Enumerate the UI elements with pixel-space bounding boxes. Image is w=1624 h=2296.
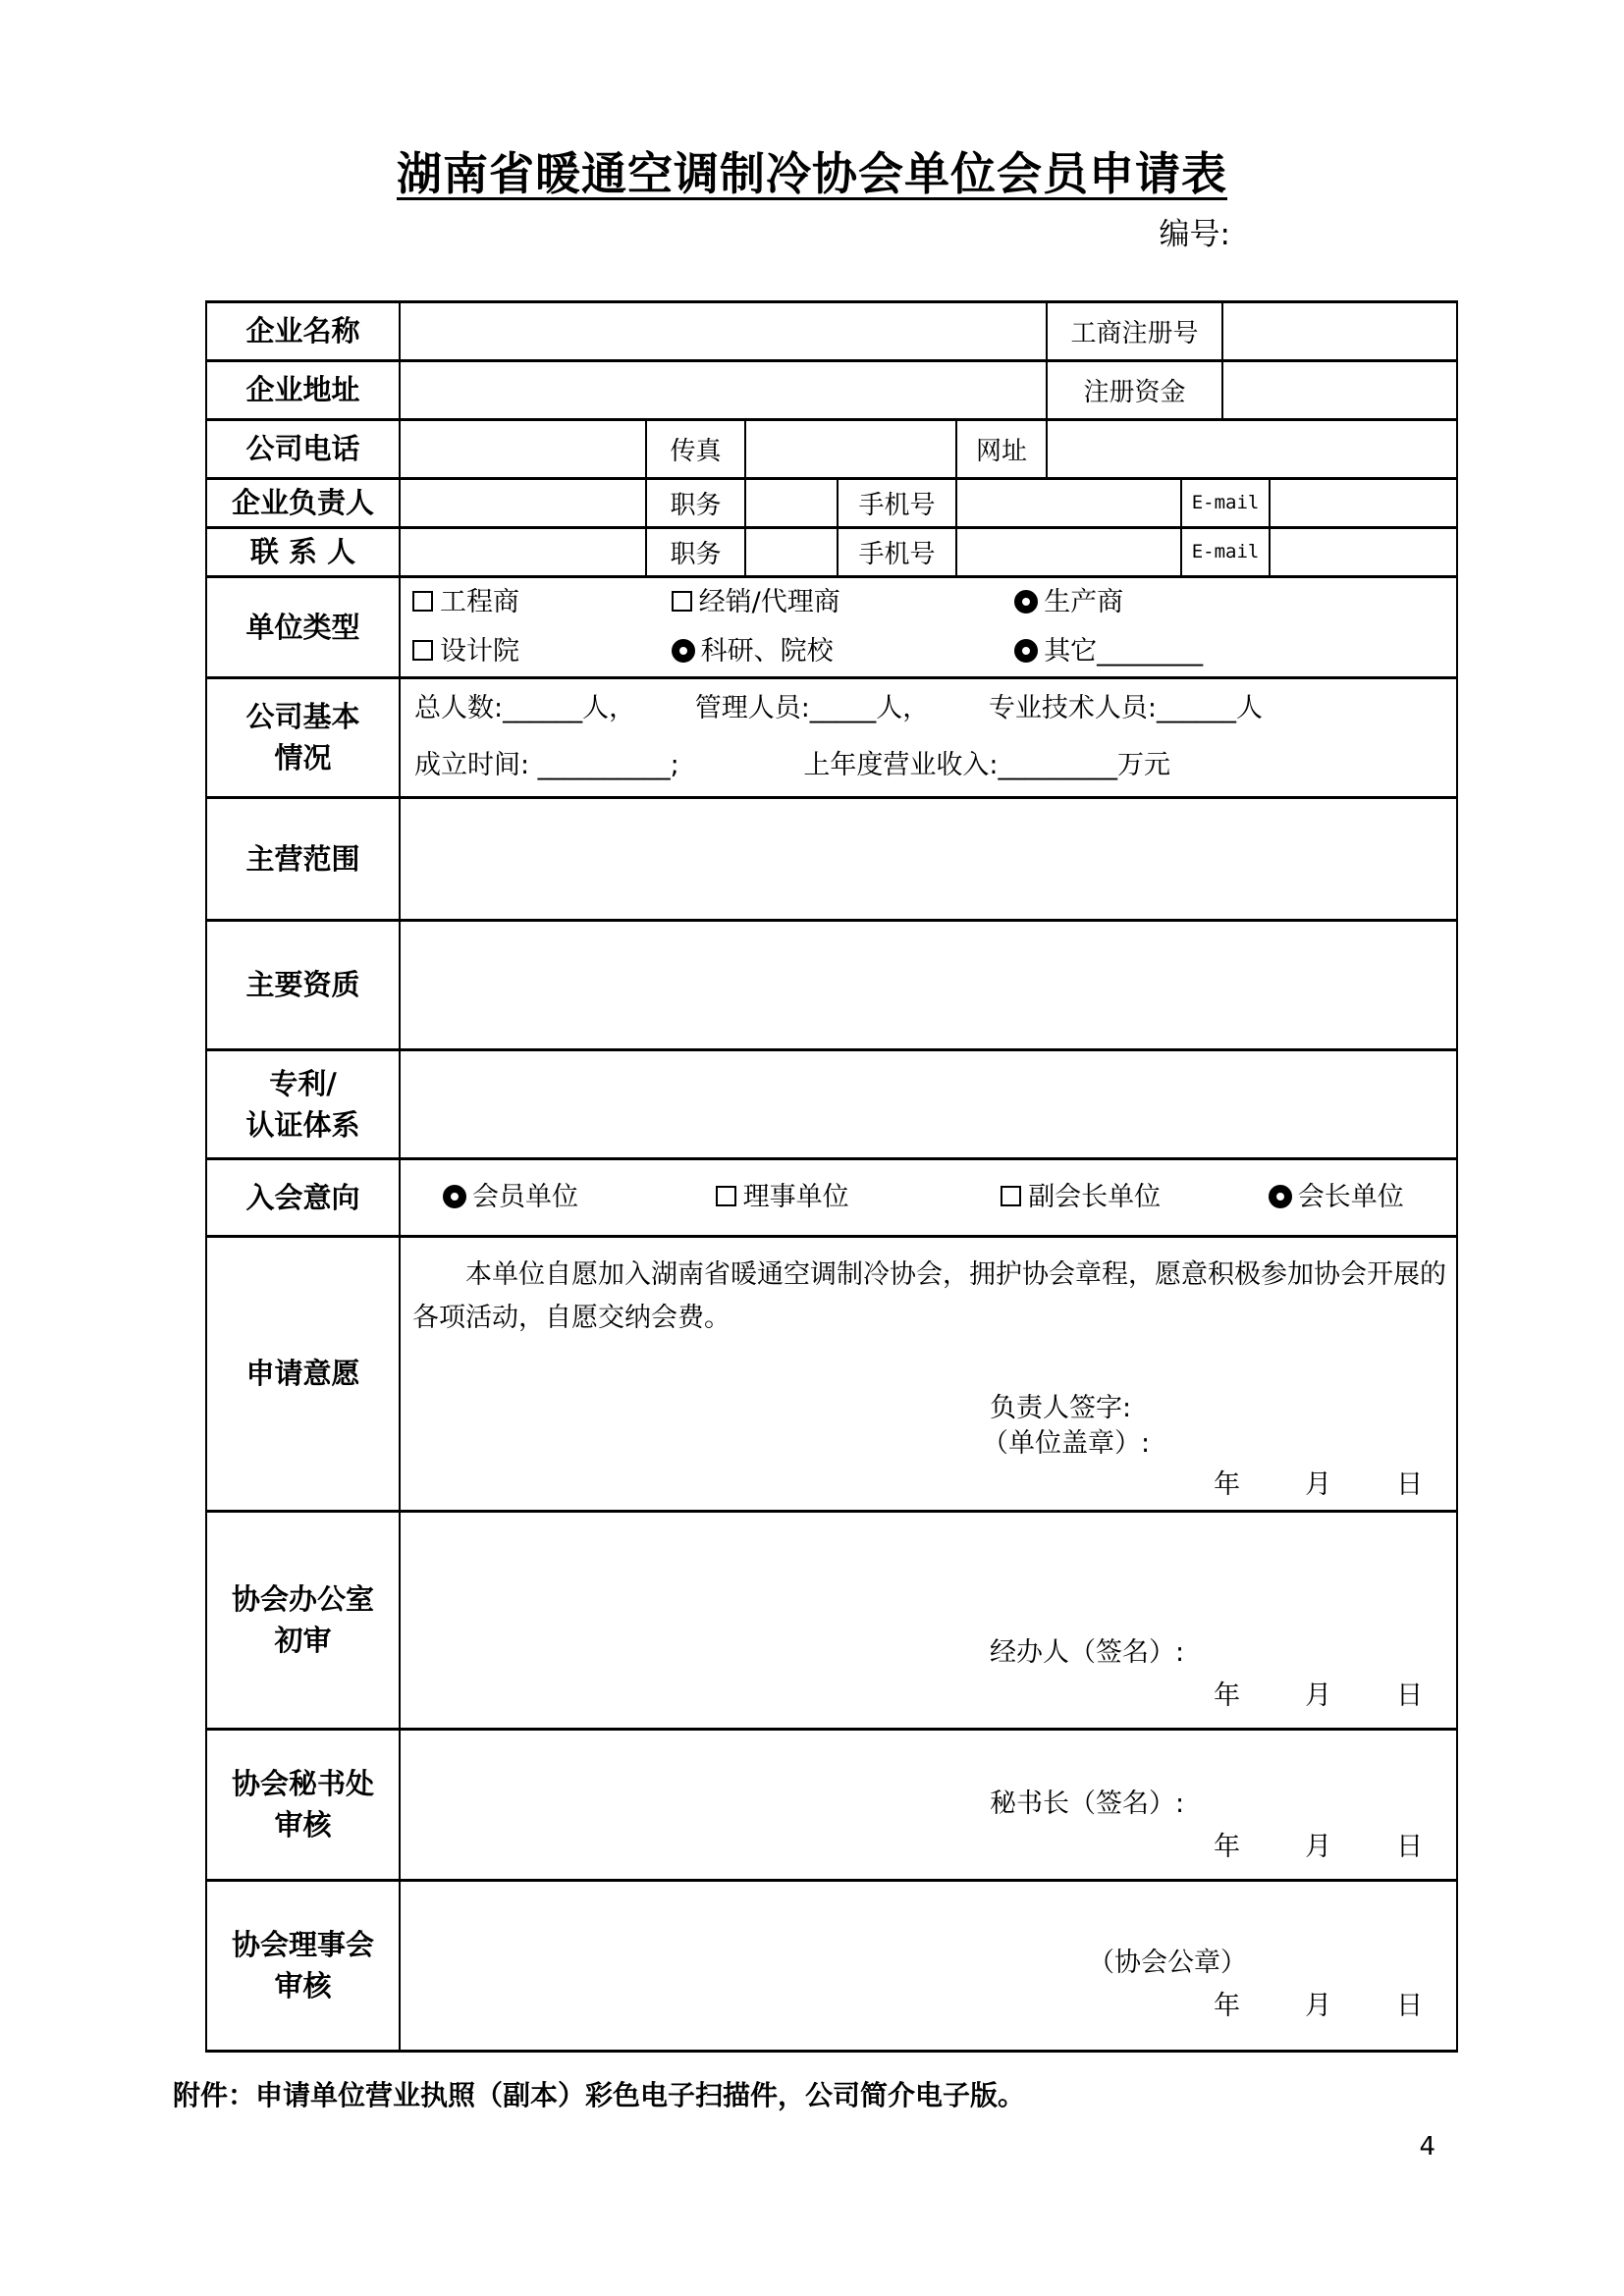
company-basic-cell[interactable] [400,677,1457,797]
leader-email-label: E-mail [1181,478,1270,527]
main-business-label: 主营范围 [206,797,400,920]
patent-cert-label: 专利/ 认证体系 [206,1049,400,1158]
leader-name-input[interactable] [400,478,646,527]
company-name-input[interactable] [400,301,1047,360]
secretary-sign-label: 秘书长（签名）: [990,1788,1185,1819]
option-other[interactable]: 其它________ [1014,627,1203,676]
option-contractor[interactable]: 工程商 [412,578,663,627]
unit-type-options-line1 [401,578,1456,627]
office-review-cell [400,1511,1457,1729]
application-date-line: 年 月 日 [1214,1468,1424,1500]
leader-mobile-label: 手机号 [838,478,956,527]
unit-type-options-line2 [401,627,1456,676]
option-vice-president-unit[interactable]: 副会长单位 [1001,1160,1260,1235]
option-director-unit[interactable]: 理事单位 [716,1160,993,1235]
company-basic-label: 公司基本 情况 [206,677,400,797]
fax-label: 传真 [646,419,745,478]
radio-icon [443,1185,466,1208]
checkbox-icon [412,591,433,612]
council-review-label: 协会理事会 审核 [206,1880,400,2051]
row-main-qualification [206,920,1457,1049]
checkbox-icon [716,1186,736,1206]
council-review-cell [400,1880,1457,2051]
row-company-phone [206,419,1457,478]
company-phone-label: 公司电话 [206,419,400,478]
basic-line1: 总人数:______人， 管理人员:_____人， 专业技术人员:______人 [414,693,1264,724]
row-patent-cert [206,1049,1457,1158]
serial-number-label: 编号: [1159,216,1230,252]
row-company-address [206,360,1457,419]
page-title: 湖南省暖通空调制冷协会单位会员申请表 [397,147,1227,200]
row-company-basic [206,677,1457,797]
leader-duty-label: 职务 [646,478,745,527]
checkbox-icon [412,640,433,661]
secretariat-review-date-line: 年 月 日 [1214,1831,1424,1862]
radio-icon [1014,639,1038,663]
contact-mobile-input[interactable] [956,527,1181,576]
company-address-input[interactable] [400,360,1047,419]
row-contact-person [206,527,1457,576]
row-office-review [206,1511,1457,1729]
unit-type-label: 单位类型 [206,576,400,677]
leader-mobile-input[interactable] [956,478,1181,527]
leader-email-input[interactable] [1270,478,1457,527]
company-name-label: 企业名称 [206,301,400,360]
attachment-note: 附件：申请单位营业执照（副本）彩色电子扫描件，公司简介电子版。 [173,2078,1026,2111]
row-application-will [206,1236,1457,1511]
contact-mobile-label: 手机号 [838,527,956,576]
row-main-business [206,797,1457,920]
option-president-unit[interactable]: 会长单位 [1269,1160,1404,1235]
registered-capital-label: 注册资金 [1047,360,1222,419]
contact-person-label: 联 系 人 [206,527,400,576]
contact-duty-input[interactable] [745,527,838,576]
radio-icon [1014,590,1038,614]
checkbox-icon [672,591,692,612]
row-unit-type [206,576,1457,677]
application-will-label: 申请意愿 [206,1236,400,1511]
main-business-input[interactable] [400,797,1457,920]
membership-intent-options-cell [400,1158,1457,1236]
secretariat-review-cell [400,1729,1457,1880]
company-phone-input[interactable] [400,419,646,478]
option-design-institute[interactable]: 设计院 [412,627,663,676]
fax-input[interactable] [745,419,956,478]
unit-seal-label: （单位盖章）: [982,1427,1151,1459]
main-qualification-label: 主要资质 [206,920,400,1049]
row-council-review [206,1880,1457,2051]
leader-duty-input[interactable] [745,478,838,527]
contact-name-input[interactable] [400,527,646,576]
option-manufacturer[interactable]: 生产商 [1014,578,1123,627]
application-will-paragraph: 本单位自愿加入湖南省暖通空调制冷协会，拥护协会章程，愿意积极参加协会开展的各项活动，自愿交纳会费。 [412,1258,1446,1333]
contact-duty-label: 职务 [646,527,745,576]
membership-intent-label: 入会意向 [206,1158,400,1236]
business-reg-no-input[interactable] [1222,301,1457,360]
signer-label: 负责人签字: [990,1392,1132,1423]
option-dealer-agent[interactable]: 经销/代理商 [672,578,1006,627]
row-company-leader [206,478,1457,527]
business-reg-no-label: 工商注册号 [1047,301,1222,360]
application-will-cell [400,1236,1457,1511]
radio-icon [1269,1185,1292,1208]
unit-type-options-cell [400,576,1457,677]
registered-capital-input[interactable] [1222,360,1457,419]
radio-icon [672,639,695,663]
association-seal-label: （协会公章） [1088,1947,1247,1978]
row-secretariat-review [206,1729,1457,1880]
row-company-name [206,301,1457,360]
basic-line2: 成立时间: __________; 上年度营业收入:_________万元 [414,750,1170,781]
option-research-college[interactable]: 科研、院校 [672,627,1006,676]
page-number: 4 [1419,2132,1435,2162]
website-input[interactable] [1047,419,1457,478]
office-review-date-line: 年 月 日 [1214,1680,1424,1711]
option-member-unit[interactable]: 会员单位 [443,1160,707,1235]
contact-email-label: E-mail [1181,527,1270,576]
main-qualification-input[interactable] [400,920,1457,1049]
handler-sign-label: 经办人（签名）: [990,1636,1185,1668]
company-address-label: 企业地址 [206,360,400,419]
application-form-table [205,300,1458,2053]
website-label: 网址 [956,419,1047,478]
membership-intent-options [401,1160,1456,1235]
office-review-label: 协会办公室 初审 [206,1511,400,1729]
secretariat-review-label: 协会秘书处 审核 [206,1729,400,1880]
contact-email-input[interactable] [1270,527,1457,576]
row-membership-intent [206,1158,1457,1236]
company-leader-label: 企业负责人 [206,478,400,527]
patent-cert-input[interactable] [400,1049,1457,1158]
council-review-date-line: 年 月 日 [1214,1990,1424,2021]
checkbox-icon [1001,1186,1021,1206]
